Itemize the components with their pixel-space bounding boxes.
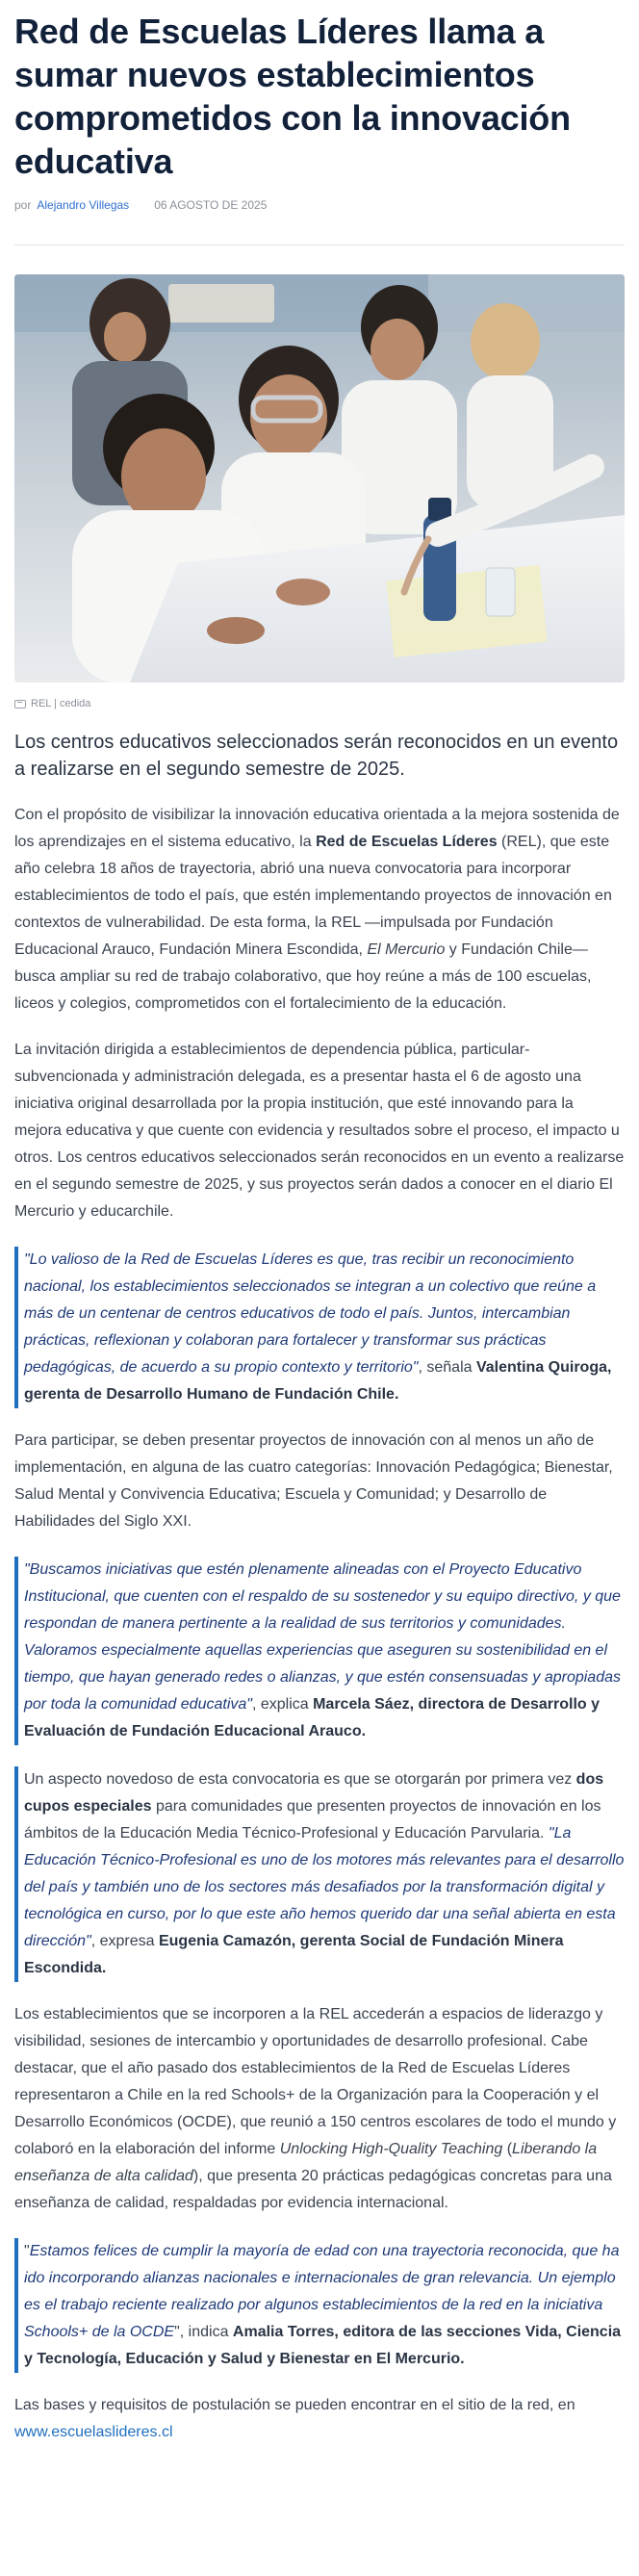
caption-text: REL | cedida xyxy=(31,698,91,709)
paragraph-3: Para participar, se deben presentar proyectos de innovación con al menos un año de implementación, en alguna de las cuatro categorías: Innovación Pedagógica; Bienestar, Salud Mental y Convivencia Educativa; Escuela y Comunidad; y Desarrollo de Habilidades del Siglo XXI. xyxy=(14,1432,613,1530)
article-title: Red de Escuelas Líderes llama a sumar nuevos establecimientos comprometidos con la innovación educativa xyxy=(14,12,571,181)
quote-1: "Lo valioso de la Red de Escuelas Líderes es que, tras recibir un reconocimiento nacional, los establecimientos seleccionados se integran a un colectivo que reúne a más de un centenar de centros educativos de todo el país. Juntos, intercambian prácticas, reflexionan y colaboran para fortalecer y transformar sus prácticas pedagógicas, de acuerdo a su propio contexto y territorio", señala Valentina Quiroga, gerenta de Desarrollo Humano de Fundación Chile. xyxy=(14,1247,625,1408)
publish-date: 06 AGOSTO DE 2025 xyxy=(154,198,268,212)
byline xyxy=(14,198,625,212)
byline-prefix: por xyxy=(14,198,32,212)
camera-icon xyxy=(14,700,26,708)
quote-block-paragraph-4: Un aspecto novedoso de esta convocatoria es que se otorgarán por primera vez dos cupos especiales para comunidades que presenten proyectos de innovación en los ámbitos de la Educación Media Técnico-Profesional y Educación Parvularia. "La Educación Técnico-Profesional es uno de los motores más relevantes para el desarrollo del país y también uno de los sectores más desafiados por la transformación digital y tecnológica en curso, por lo que este año hemos querido dar una señal abierta en esta dirección", expresa Eugenia Camazón, gerenta Social de Fundación Minera Escondida. xyxy=(14,1766,625,1982)
image-caption xyxy=(14,698,625,709)
hero-photo xyxy=(14,274,625,683)
paragraph-1: Con el propósito de visibilizar la innovación educativa orientada a la mejora sostenida de los aprendizajes en el sistema educativo, la Red de Escuelas Líderes (REL), que este año celebra 18 años de trayectoria, abrió una nueva convocatoria para incorporar establecimientos de todo el país, que estén implementando proyectos de innovación en contextos de vulnerabilidad. De esta forma, la REL —impulsada por Fundación Educacional Arauco, Fundación Minera Escondida, El Mercurio y Fundación Chile— busca ampliar su red de trabajo colaborativo, que hoy reúne a más de 100 escuelas, liceos y colegios, comprometidos con el fortalecimiento de la educación. xyxy=(14,807,620,1012)
article-lead: Los centros educativos seleccionados serán reconocidos en un evento a realizarse en el segundo semestre de 2025. xyxy=(14,732,619,780)
paragraph-2: La invitación dirigida a establecimientos de dependencia pública, particular-subvencionada y administración delegada, es a presentar hasta el 6 de agosto una iniciativa original desarrollada por la propia institución, que esté innovando para la mejora educativa y que cuente con evidencia y resultados sobre el proceso, el impacto u otros. Los centros educativos seleccionados serán reconocidos en un evento a realizarse en el segundo semestre de 2025, y sus proyectos serán dados a conocer en el diario El Mercurio y educarchile. xyxy=(14,1042,625,1220)
quote-3: "Estamos felices de cumplir la mayoría de edad con una trayectoria reconocida, que ha ido incorporando alianzas nacionales e internacionales de gran relevancia. Un ejemplo es el trabajo reciente realizado por algunos establecimientos de la red en la iniciativa Schools+ de la OCDE", indica Amalia Torres, editora de las secciones Vida, Ciencia y Tecnología, Educación y Salud y Bienestar en El Mercurio. xyxy=(14,2238,625,2373)
paragraph-6: Las bases y requisitos de postulación se pueden encontrar en el sitio de la red, en www.escuelaslideres.cl xyxy=(14,2397,575,2440)
paragraph-5: Los establecimientos que se incorporen a la REL accederán a espacios de liderazgo y visibilidad, sesiones de intercambio y oportunidades de desarrollo profesional. Cabe destacar, que el año pasado dos establecimientos de la Red de Escuelas Líderes representaron a Chile en la red Schools+ de la Organización para la Cooperación y el Desarrollo Económicos (OCDE), que reunió a 150 centros escolares de todo el mundo y colaboró en la elaboración del informe Unlocking High-Quality Teaching (Liberando la enseñanza de alta calidad), que presenta 20 prácticas pedagógicas concretas para una enseñanza de calidad, respaldadas por evidencia internacional. xyxy=(14,2006,617,2211)
hero-image xyxy=(14,274,625,683)
author-link[interactable]: Alejandro Villegas xyxy=(37,198,130,212)
site-link[interactable]: www.escuelaslideres.cl xyxy=(14,2424,173,2440)
quote-2: "Buscamos iniciativas que estén plenamente alineadas con el Proyecto Educativo Institucional, que cuenten con el respaldo de su sostenedor y su equipo directivo, y que respondan de manera pertinente a la realidad de sus territorios y comunidades. Valoramos especialmente aquellas experiencias que aseguren su sostenibilidad en el tiempo, que hayan generado redes o alianzas, y que estén consensuadas y apropiadas por toda la comunidad educativa", explica Marcela Sáez, directora de Desarrollo y Evaluación de Fundación Educacional Arauco. xyxy=(14,1557,625,1745)
